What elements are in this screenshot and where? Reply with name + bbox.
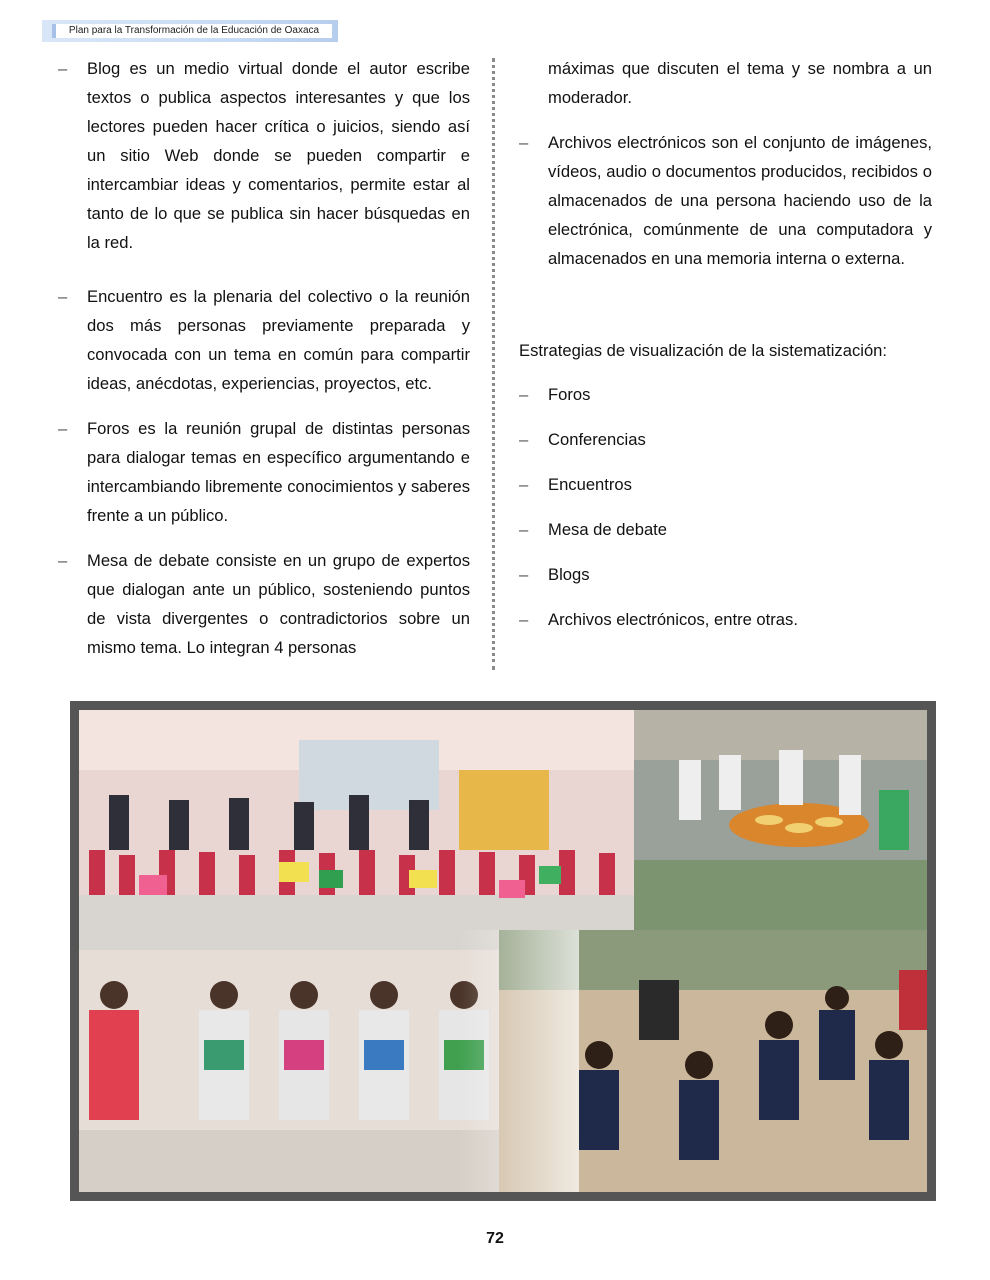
dash-bullet: –	[58, 287, 68, 306]
dash-bullet: –	[519, 430, 529, 449]
dash-bullet: –	[58, 419, 68, 438]
dash-bullet: –	[519, 565, 529, 584]
strategy-item	[519, 515, 932, 544]
strategy-item	[519, 560, 932, 589]
strategy-item	[519, 380, 932, 409]
strategy-item	[519, 605, 932, 634]
strategy-text: Blogs	[548, 565, 590, 584]
dash-bullet: –	[519, 610, 529, 629]
strategy-text: Foros	[548, 385, 591, 404]
photo-corn-workshop	[634, 710, 927, 950]
photo-school-courtyard	[79, 710, 639, 950]
dash-bullet: –	[519, 475, 529, 494]
list-item-encuentro	[58, 282, 470, 398]
strategies-heading: Estrategias de visualización de la sistematización:	[519, 341, 888, 360]
strategy-text: Conferencias	[548, 430, 646, 449]
list-item-archivos	[519, 128, 932, 273]
collage-illustration	[79, 710, 927, 1192]
strategy-item	[519, 470, 932, 499]
list-item-mesa-debate	[58, 546, 470, 662]
continuation-text: máximas que discuten el tema y se nombra a un moderador.	[548, 59, 932, 107]
column-divider	[492, 58, 495, 670]
list-item-text: Mesa de debate consiste en un grupo de expertos que dialogan ante un público, sosteniendo puntos de vista divergentes o contradictorios sobre un mismo tema. Lo integran 4 personas	[87, 551, 470, 657]
continuation-paragraph	[519, 54, 932, 112]
strategy-text: Archivos electrónicos, entre otras.	[548, 610, 798, 629]
running-header: Plan para la Transformación de la Educación de Oaxaca	[52, 24, 332, 38]
page-number: 72	[486, 1230, 504, 1247]
strategies-list	[519, 380, 932, 634]
strategy-item	[519, 425, 932, 454]
dash-bullet: –	[519, 520, 529, 539]
left-column	[58, 54, 470, 662]
dash-bullet: –	[58, 551, 68, 570]
photo-frame	[70, 701, 936, 1201]
dash-bullet: –	[58, 59, 68, 78]
photo-collage	[79, 710, 927, 1192]
list-item-text: Archivos electrónicos son el conjunto de imágenes, vídeos, audio o documentos producidos, recibidos o almacenados de una persona haciendo uso de la electrónica, comúnmente de una computadora y almacenados en una memoria interna o externa.	[548, 133, 932, 268]
right-column	[519, 54, 932, 650]
list-item-foros	[58, 414, 470, 530]
list-item-text: Encuentro es la plenaria del colectivo o la reunión dos más personas previamente preparada y convocada con un tema en común para compartir ideas, anécdotas, experiencias, proyectos, etc.	[87, 287, 470, 393]
list-item-text: Blog es un medio virtual donde el autor escribe textos o publica aspectos interesantes y que los lectores pueden hacer crítica o juicios, siendo así un sitio Web donde se pueden compartir e intercambiar ideas y comentarios, permite estar al tanto de lo que se publica sin hacer búsquedas en la red.	[87, 59, 470, 252]
list-item-text: Foros es la reunión grupal de distintas personas para dialogar temas en específico argumentando e intercambiando libremente conocimientos y saberes frente a un público.	[87, 419, 470, 525]
strategy-text: Encuentros	[548, 475, 632, 494]
dash-bullet: –	[519, 385, 529, 404]
photo-traditional-dance	[79, 950, 519, 1192]
strategy-text: Mesa de debate	[548, 520, 668, 539]
list-item-blog	[58, 54, 470, 257]
dash-bullet: –	[519, 133, 529, 152]
